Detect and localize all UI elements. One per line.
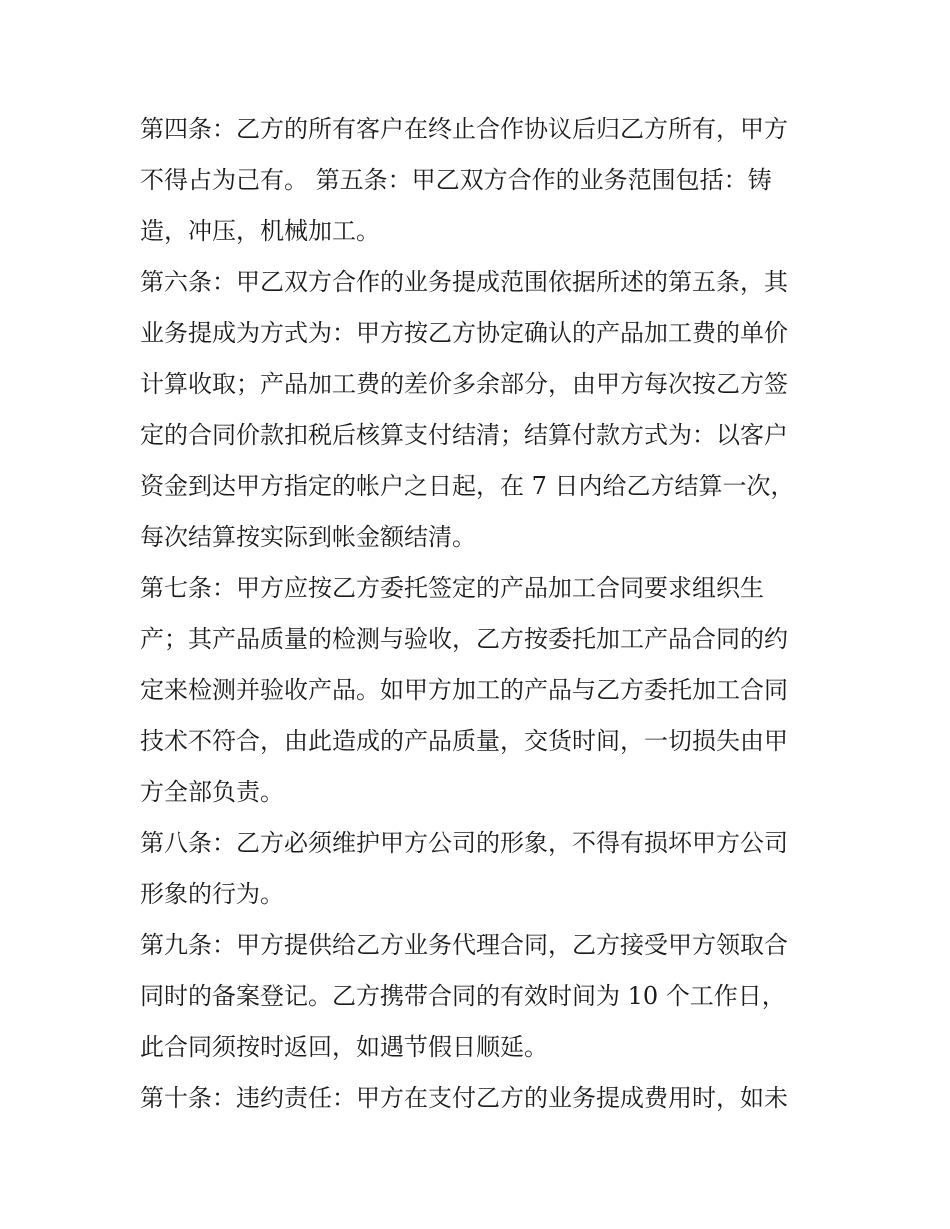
text-line: 每次结算按实际到帐金额结清。 <box>140 523 476 551</box>
text-line: 第七条：甲方应按乙方委托签定的产品加工合同要求组织生 <box>140 574 764 602</box>
text-line: 造，冲压，机械加工。 <box>140 217 380 245</box>
article-10-paragraph <box>140 1073 820 1124</box>
text-line: 第十条：违约责任：甲方在支付乙方的业务提成费用时，如未 <box>140 1084 788 1112</box>
text-line: 此合同须按时返回，如遇节假日顺延。 <box>140 1033 548 1061</box>
text-line: 第九条：甲方提供给乙方业务代理合同，乙方接受甲方领取合 <box>140 931 788 959</box>
article-7-paragraph <box>140 563 820 818</box>
document-body <box>140 104 820 1124</box>
text-line: 定来检测并验收产品。如甲方加工的产品与乙方委托加工合同 <box>140 676 788 704</box>
text-line: 产；其产品质量的检测与验收，乙方按委托加工产品合同的约 <box>140 625 788 653</box>
text-line: 第四条：乙方的所有客户在终止合作协议后归乙方所有，甲方 <box>140 115 788 143</box>
text-line: 同时的备案登记。乙方携带合同的有效时间为 10 个工作日， <box>140 982 786 1010</box>
text-line: 方全部负责。 <box>140 778 284 806</box>
text-line: 第八条：乙方必须维护甲方公司的形象，不得有损坏甲方公司 <box>140 829 788 857</box>
text-line: 形象的行为。 <box>140 880 284 908</box>
article-6-paragraph <box>140 257 820 563</box>
text-line: 计算收取；产品加工费的差价多余部分，由甲方每次按乙方签 <box>140 370 788 398</box>
text-line: 业务提成为方式为：甲方按乙方协定确认的产品加工费的单价 <box>140 319 788 347</box>
text-line: 定的合同价款扣税后核算支付结清；结算付款方式为：以客户 <box>140 421 788 449</box>
article-9-paragraph <box>140 920 820 1073</box>
article-8-paragraph <box>140 818 820 920</box>
text-line: 技术不符合，由此造成的产品质量，交货时间，一切损失由甲 <box>140 727 788 755</box>
text-line: 不得占为己有。 第五条：甲乙双方合作的业务范围包括：铸 <box>140 166 772 194</box>
text-line: 资金到达甲方指定的帐户之日起，在 7 日内给乙方结算一次， <box>140 472 795 500</box>
text-line: 第六条：甲乙双方合作的业务提成范围依据所述的第五条，其 <box>140 268 788 296</box>
article-4-paragraph <box>140 104 820 257</box>
